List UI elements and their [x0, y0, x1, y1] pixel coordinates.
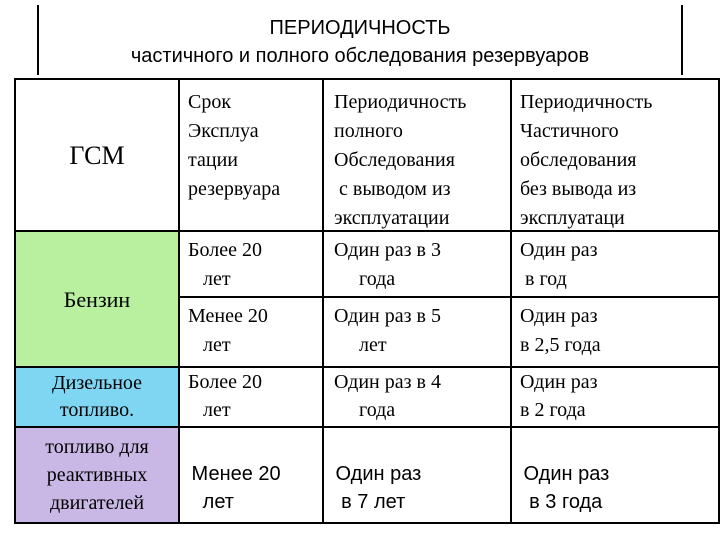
- header-partial-period-line: Периодичность: [520, 91, 653, 113]
- header-full-period-line: Периодичность: [334, 91, 467, 113]
- full-period-line: года: [334, 268, 396, 290]
- partial-period-line: Один раз: [518, 463, 610, 485]
- partial-period-line: Один раз: [520, 305, 598, 327]
- fuel-jet-cell: [16, 428, 178, 522]
- life-line: Менее 20: [186, 463, 281, 485]
- fuel-jet-line: реактивных: [46, 464, 148, 486]
- full-period-line: Один раз в 5: [334, 305, 441, 327]
- header-full-period-line: полного: [334, 120, 403, 142]
- header-service-life-line: резервуара: [188, 178, 281, 200]
- fuel-gasoline-label: Бензин: [63, 286, 131, 312]
- partial-period-line: в 2,5 года: [520, 334, 601, 356]
- full-period-cell: [324, 232, 510, 296]
- partial-period-cell: [512, 232, 718, 296]
- header-service-life-line: тации: [188, 149, 238, 171]
- header-fuel-cell: [16, 80, 178, 230]
- fuel-jet-line: топливо для: [45, 436, 149, 458]
- title-line-2: частичного и полного обследования резервуаров: [130, 45, 590, 67]
- life-line: Более 20: [188, 239, 262, 261]
- header-service-life-cell: [180, 80, 322, 230]
- full-period-line: лет: [334, 334, 387, 356]
- header-partial-period-line: Частичного: [520, 120, 619, 142]
- header-service-life-line: Срок: [188, 91, 232, 113]
- full-period-cell: [324, 368, 510, 426]
- fuel-diesel-line: топливо.: [59, 399, 135, 421]
- full-period-cell: [324, 298, 510, 366]
- life-cell: [180, 368, 322, 426]
- life-line: лет: [186, 491, 234, 513]
- header-full-period-line: эксплуатации: [334, 207, 450, 229]
- header-full-period-line: Обследования: [334, 149, 455, 171]
- full-period-line: Один раз в 4: [334, 371, 441, 393]
- partial-period-cell: [512, 428, 718, 522]
- header-partial-period-cell: [512, 80, 718, 230]
- partial-period-line: в 2 года: [520, 399, 586, 421]
- life-line: лет: [188, 268, 231, 290]
- fuel-diesel-cell: [16, 368, 178, 426]
- life-line: лет: [188, 334, 231, 356]
- fuel-gasoline-cell: [16, 232, 178, 366]
- full-period-line: в 7 лет: [330, 491, 406, 513]
- life-line: лет: [188, 399, 231, 421]
- header-full-period-line: с выводом из: [334, 178, 451, 200]
- life-cell: [180, 428, 322, 522]
- life-line: Более 20: [188, 371, 262, 393]
- header-full-period-cell: [324, 80, 510, 230]
- full-period-line: Один раз в 3: [334, 239, 441, 261]
- fuel-diesel-line: Дизельное: [51, 372, 143, 394]
- header-partial-period-line: эксплуатаци: [520, 207, 625, 229]
- header-service-life-line: Эксплуа: [188, 120, 259, 142]
- full-period-line: года: [334, 399, 396, 421]
- partial-period-line: Один раз: [520, 371, 598, 393]
- header-partial-period-line: без вывода из: [520, 178, 637, 200]
- full-period-line: Один раз: [330, 463, 422, 485]
- full-period-cell: [324, 428, 510, 522]
- header-fuel-label: ГСМ: [69, 140, 125, 170]
- partial-period-cell: [512, 298, 718, 366]
- partial-period-line: в 3 года: [518, 491, 603, 513]
- title-box: [37, 5, 683, 75]
- life-cell: [180, 232, 322, 296]
- partial-period-cell: [512, 368, 718, 426]
- partial-period-line: в год: [520, 268, 567, 290]
- life-line: Менее 20: [188, 305, 268, 327]
- header-partial-period-line: обследования: [520, 149, 637, 171]
- partial-period-line: Один раз: [520, 239, 598, 261]
- title-line-1: ПЕРИОДИЧНОСТЬ: [269, 17, 451, 39]
- life-cell: [180, 298, 322, 366]
- fuel-jet-line: двигателей: [49, 492, 145, 514]
